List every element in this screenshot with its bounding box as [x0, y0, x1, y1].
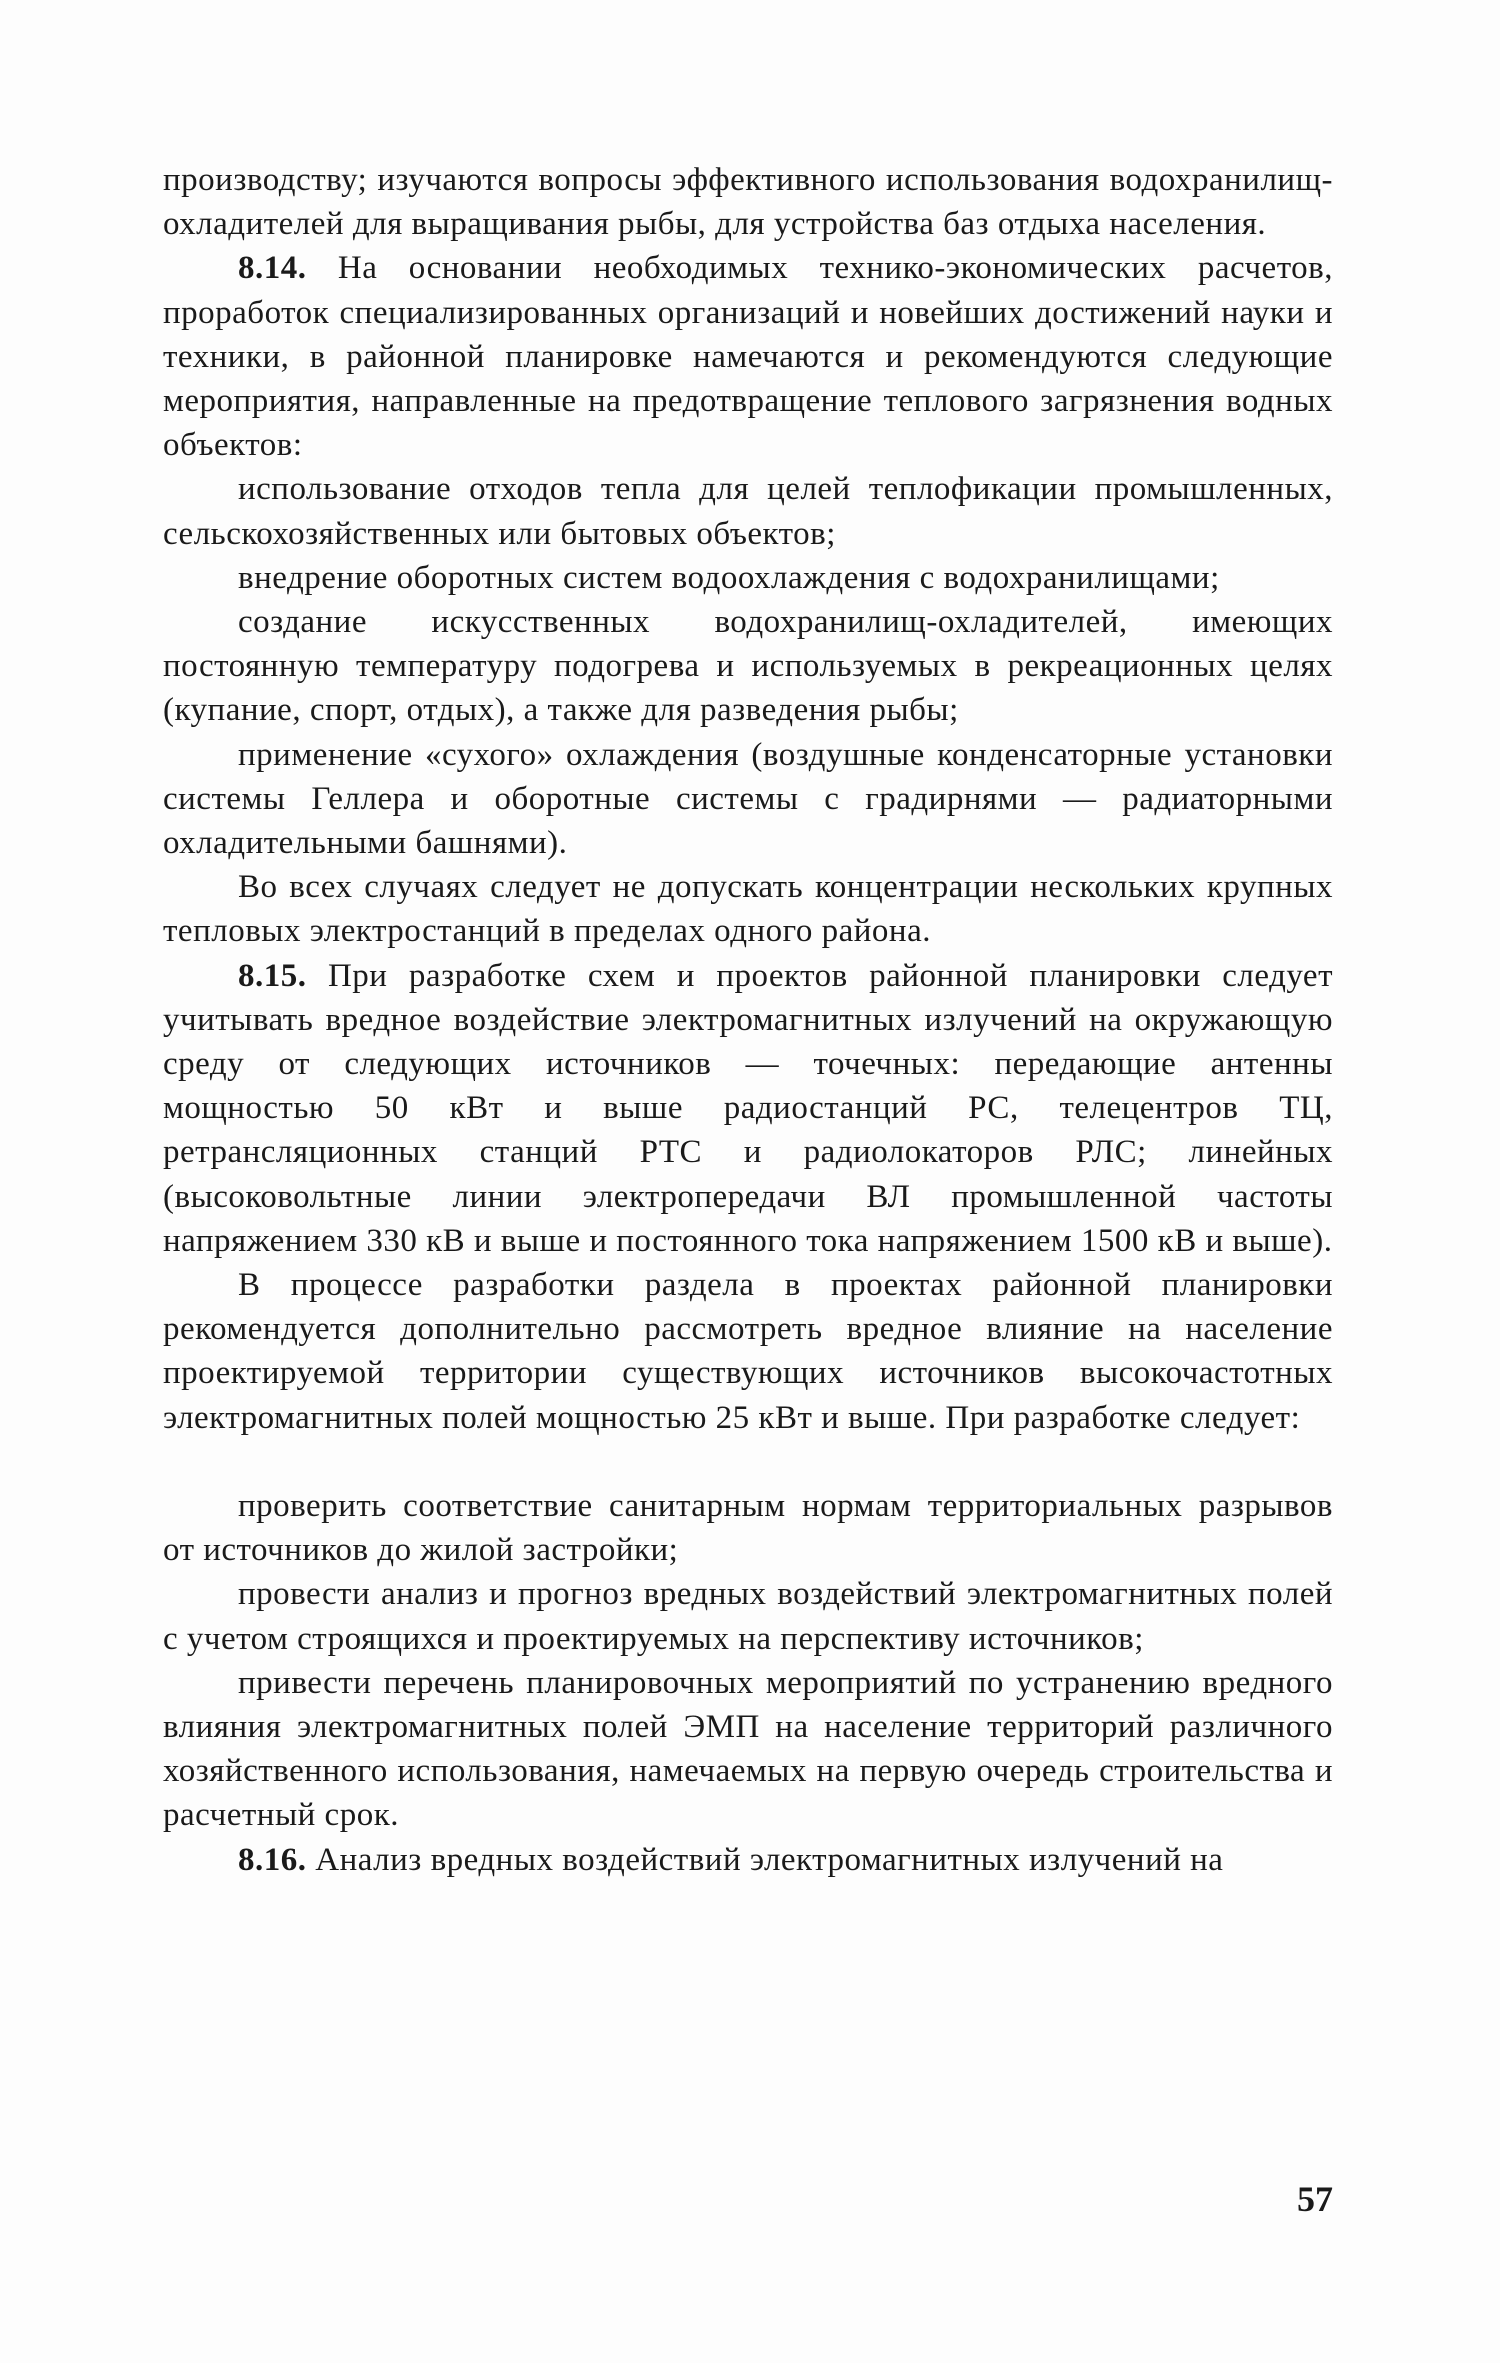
paragraph — [163, 865, 1333, 953]
paragraph-text: привести перечень планировочных мероприятий по устранению вредного влияния электромагнитных полей ЭМП на население территорий различного хозяйственного использования, намечаемых на первую очередь строительства и расчетный срок. — [163, 1664, 1333, 1834]
paragraph-8-16 — [163, 1838, 1333, 1882]
section-number: 8.15. — [238, 957, 307, 994]
paragraph-text: В процессе разработки раздела в проектах районной планировки рекомендуется дополнительно рассмотреть вредное влияние на население проектируемой территории существующих источников высокочастотных электромагнитных полей мощностью 25 кВт и выше. При разработке следует: — [163, 1267, 1333, 1436]
list-item — [163, 733, 1333, 866]
paragraph-text: использование отходов тепла для целей теплофикации промышленных, сельскохозяйственных или бытовых объектов; — [163, 471, 1333, 552]
list-item — [163, 600, 1333, 733]
paragraph-text: внедрение оборотных систем водоохлаждения с водохранилищами; — [238, 559, 1220, 596]
body-text — [163, 158, 1333, 1882]
paragraph-text: При разработке схем и проектов районной планировки следует учитывать вредное воздействие электромагнитных излучений на окружающую среду от следующих источников — точечных: передающие антенны мощностью 50 кВт и выше радиостанций РС, телецентров ТЦ, ретрансляционных станций РТС и радиолокаторов РЛС; линейных (высоковольтные линии электропередачи ВЛ промышленной частоты напряжением 330 кВ и выше и постоянного тока напряжением 1500 кВ и выше). — [163, 957, 1333, 1259]
paragraph-text: производству; изучаются вопросы эффективного использования водохранилищ-охладителей для выращивания рыбы, для устройства баз отдыха населения. — [163, 162, 1333, 243]
paragraph-text: провести анализ и прогноз вредных воздействий электромагнитных полей с учетом строящихся и проектируемых на перспективу источников; — [163, 1576, 1333, 1657]
paragraph-text: применение «сухого» охлаждения (воздушные конденсаторные установки системы Геллера и оборотные системы с градирнями — радиаторными охладительными башнями). — [163, 736, 1333, 862]
list-item — [163, 1484, 1333, 1572]
paragraph — [163, 158, 1333, 246]
paragraph-text: Анализ вредных воздействий электромагнитных излучений на — [315, 1841, 1224, 1878]
section-number: 8.16. — [238, 1841, 307, 1878]
list-item — [163, 556, 1333, 600]
list-item — [163, 467, 1333, 555]
paragraph-8-14 — [163, 246, 1333, 467]
page-number: 57 — [1297, 2179, 1333, 2219]
paragraph-text: На основании необходимых технико-экономических расчетов, проработок специализированных организаций и новейших достижений науки и техники, в районной планировке намечаются и рекомендуются следующие мероприятия, направленные на предотвращение теплового загрязнения водных объектов: — [163, 250, 1334, 464]
paragraph-text: создание искусственных водохранилищ-охладителей, имеющих постоянную температуру подогрева и используемых в рекреационных целях (купание, спорт, отдых), а также для разведения рыбы; — [163, 604, 1333, 729]
paragraph-8-15 — [163, 954, 1333, 1263]
section-number: 8.14. — [238, 250, 307, 287]
list-item — [163, 1661, 1333, 1838]
paragraph-text: проверить соответствие санитарным нормам территориальных разрывов от источников до жилой застройки; — [163, 1487, 1333, 1569]
list-item — [163, 1572, 1333, 1660]
paragraph — [163, 1263, 1333, 1440]
paragraph-text: Во всех случаях следует не допускать концентрации нескольких крупных тепловых электростанций в пределах одного района. — [163, 869, 1333, 950]
